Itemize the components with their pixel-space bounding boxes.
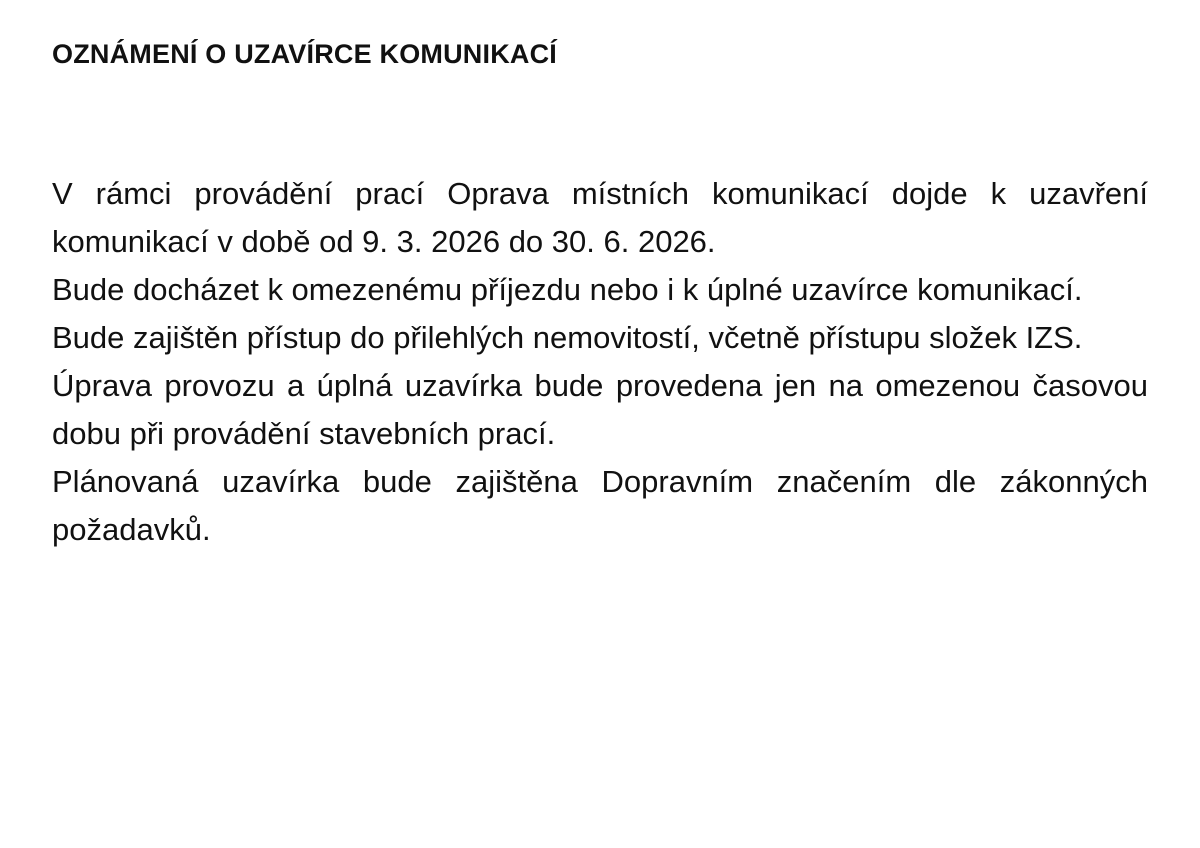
paragraph-property-access: Bude zajištěn přístup do přilehlých nemovitostí, včetně přístupu složek IZS. [52,320,1083,355]
document-title: OZNÁMENÍ O UZAVÍRCE KOMUNIKACÍ [52,39,557,69]
paragraph-closure-period: V rámci provádění prací Oprava místních komunikací dojde k uzavření komunikací v době od 9. 3. 2026 do 30. 6. 2026. [52,176,1148,259]
document-body [52,170,1148,554]
paragraph-limited-access: Bude docházet k omezenému příjezdu nebo i k úplné uzavírce komunikací. [52,272,1083,307]
paragraph-traffic-signs: Plánovaná uzavírka bude zajištěna Dopravním značením dle zákonných požadavků. [52,464,1148,547]
paragraph-limited-duration: Úprava provozu a úplná uzavírka bude provedena jen na omezenou časovou dobu při provádění stavebních prací. [52,368,1148,451]
